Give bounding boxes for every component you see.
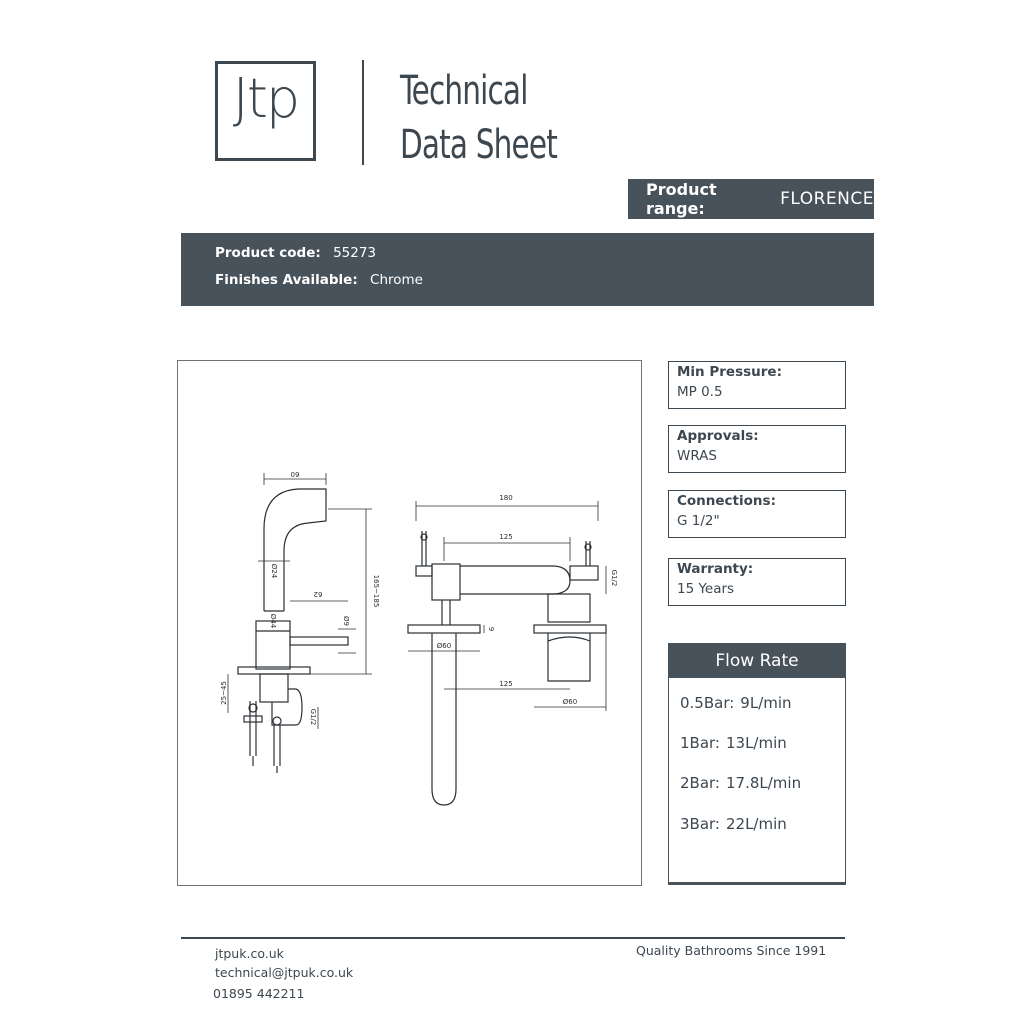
dim-wall-range: 25~45 — [220, 681, 228, 705]
flow-pressure: 0.5Bar: — [680, 694, 735, 712]
connections-label: Connections: — [677, 493, 776, 509]
connections-value: G 1/2" — [677, 513, 720, 529]
flow-rate-value: 9L/min — [740, 694, 792, 712]
footer-divider — [181, 937, 845, 939]
product-info-banner — [181, 233, 874, 306]
technical-drawing — [177, 360, 642, 886]
footer-website[interactable]: jtpuk.co.uk — [215, 946, 284, 961]
approvals-box — [668, 425, 846, 473]
flow-pressure: 3Bar: — [680, 815, 720, 833]
warranty-value: 15 Years — [677, 581, 735, 597]
connections-box — [668, 490, 846, 538]
flow-pressure: 2Bar: — [680, 774, 720, 792]
jtp-logo — [215, 61, 316, 161]
finishes-label: Finishes Available: — [215, 272, 358, 288]
header-divider — [362, 60, 364, 165]
title-line-2: Data Sheet — [400, 122, 557, 168]
product-range-label: Product range: — [646, 180, 717, 218]
finishes-row — [215, 267, 874, 294]
dim-top-width: 60 — [290, 470, 300, 478]
product-code-row — [215, 240, 874, 267]
flow-row-2 — [680, 774, 801, 792]
dim-centres: 125 — [499, 533, 513, 541]
flow-row-1 — [680, 734, 787, 752]
warranty-box — [668, 558, 846, 606]
title-line-1: Technical — [400, 68, 528, 114]
approvals-value: WRAS — [677, 448, 717, 464]
dim-centres-lower: 125 — [499, 680, 513, 688]
flow-row-0 — [680, 694, 792, 712]
min-pressure-box — [668, 361, 846, 409]
dim-plate-dia-right: Ø60 — [562, 698, 578, 706]
front-view — [408, 501, 606, 805]
logo-text: Jtp — [232, 67, 299, 130]
flow-pressure: 1Bar: — [680, 734, 720, 752]
dim-lever-length: 62 — [313, 590, 323, 598]
finishes-value: Chrome — [370, 272, 423, 288]
footer-phone: 01895 442211 — [213, 986, 305, 1001]
dim-body-dia: Ø44 — [269, 613, 277, 629]
dim-height: 165~185 — [372, 574, 380, 608]
warranty-label: Warranty: — [677, 561, 754, 577]
product-code-label: Product code: — [215, 245, 321, 261]
footer-email[interactable]: technical@jtpuk.co.uk — [215, 965, 354, 980]
product-range-value: FLORENCE — [780, 189, 874, 209]
flow-row-3 — [680, 815, 787, 833]
product-code-value: 55273 — [333, 245, 377, 261]
side-view-labels — [220, 470, 380, 725]
dim-spout-dia: Ø24 — [270, 563, 278, 579]
dim-front-inlet: G1/2 — [610, 569, 618, 587]
flow-rate-value: 13L/min — [725, 734, 787, 752]
dim-side-inlet: G1/2 — [309, 708, 317, 726]
dim-lever-dia: Ø9 — [342, 616, 350, 626]
flow-rate-title: Flow Rate — [669, 644, 845, 678]
flow-rate-panel — [668, 643, 846, 885]
footer-tagline: Quality Bathrooms Since 1991 — [636, 943, 827, 958]
dim-plate-thickness: 9 — [487, 626, 495, 632]
flow-rate-value: 22L/min — [725, 815, 787, 833]
min-pressure-label: Min Pressure: — [677, 364, 782, 380]
dim-overall-width: 180 — [499, 494, 513, 502]
dim-plate-dia-left: Ø60 — [436, 642, 452, 650]
front-view-labels — [437, 494, 618, 706]
product-range-banner — [628, 179, 874, 219]
flow-rate-value: 17.8L/min — [725, 774, 802, 792]
document-title — [400, 64, 564, 172]
drawing-svg — [178, 361, 643, 887]
min-pressure-value: MP 0.5 — [677, 384, 723, 400]
approvals-label: Approvals: — [677, 428, 759, 444]
